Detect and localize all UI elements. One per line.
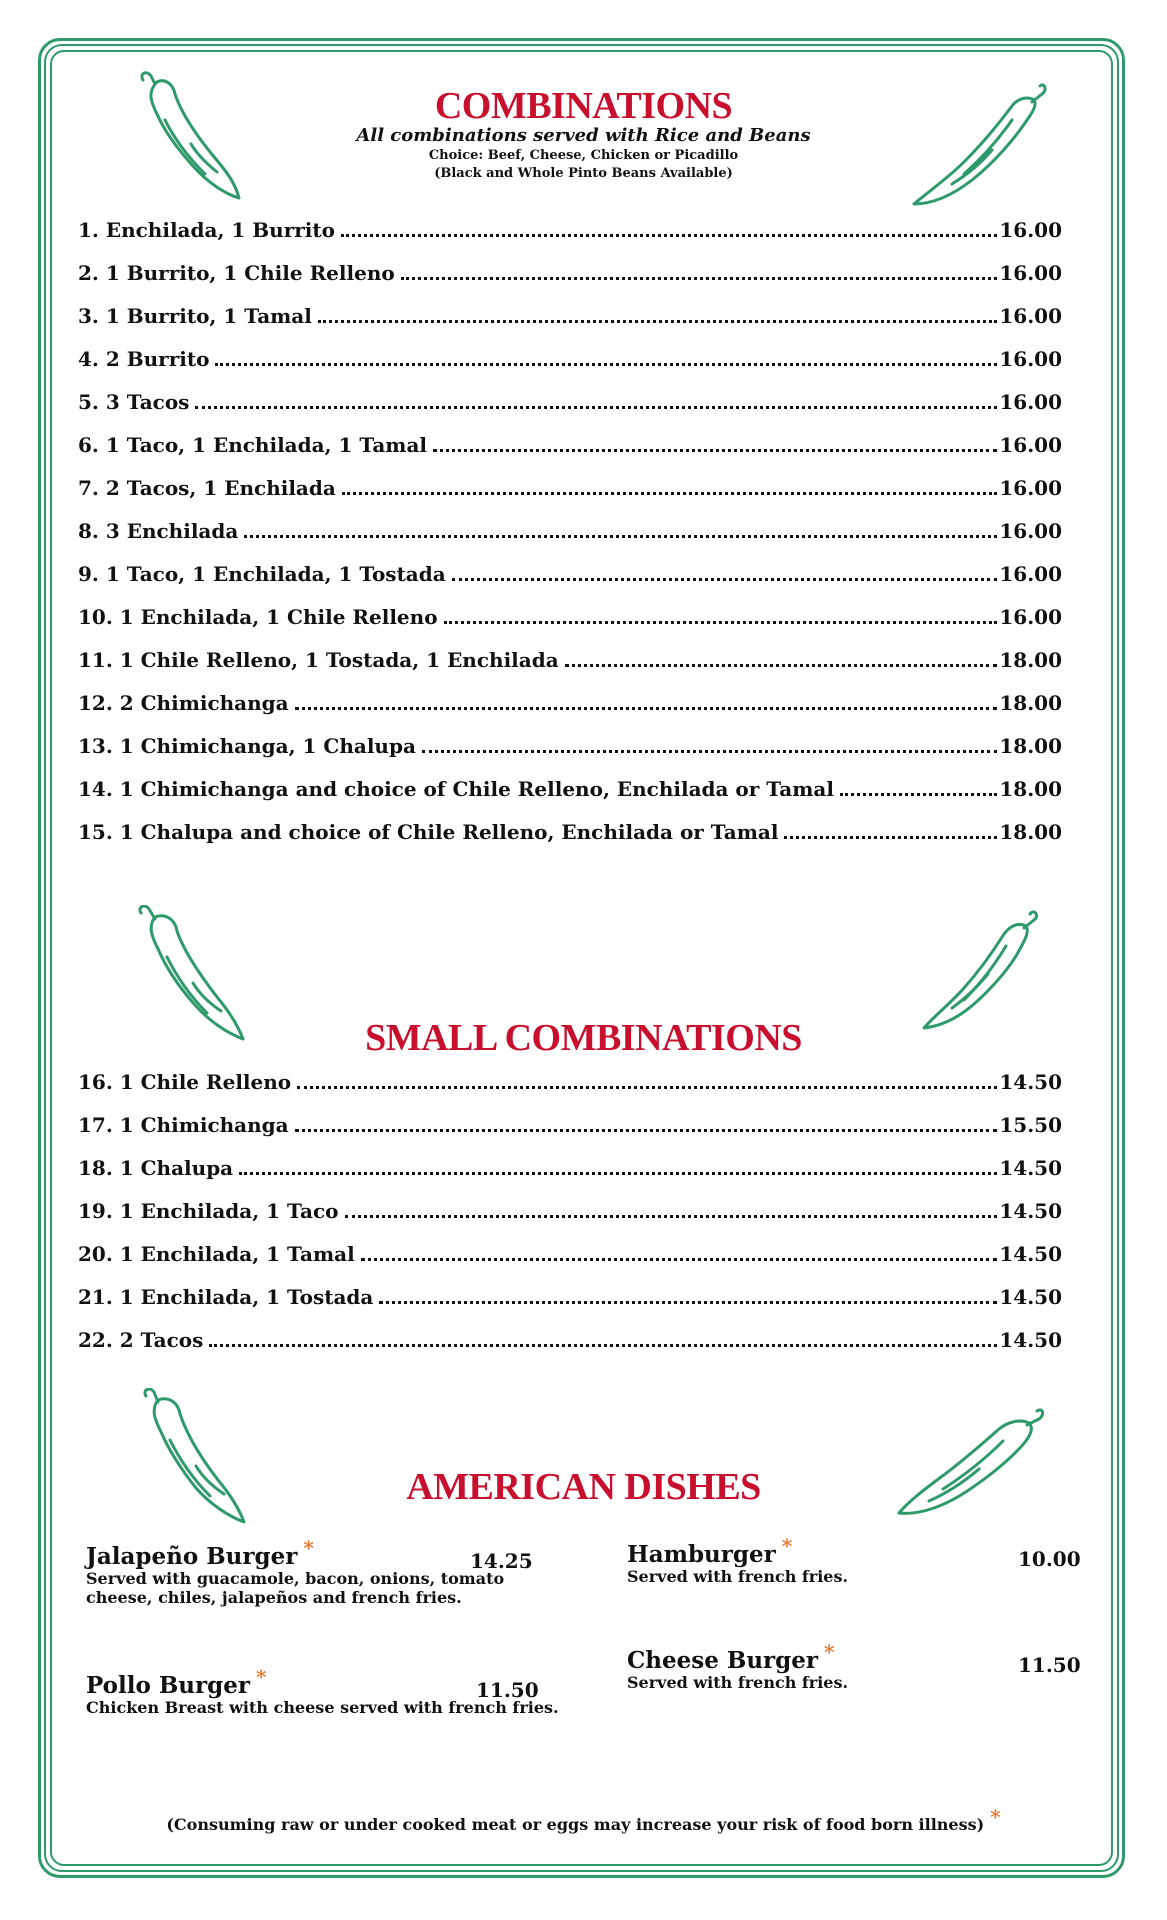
menu-item	[78, 1199, 1062, 1242]
menu-item	[78, 777, 1062, 820]
combinations-list	[78, 218, 1062, 863]
menu-item	[78, 648, 1062, 691]
small-combinations-list	[78, 1070, 1062, 1371]
menu-item	[78, 562, 1062, 605]
item-name: 21. 1 Enchilada, 1 Tostada	[78, 1285, 374, 1309]
combinations-title: COMBINATIONS	[434, 85, 733, 127]
item-price: 16.00	[999, 304, 1062, 328]
item-price: 14.50	[999, 1285, 1062, 1309]
item-price: 18.00	[999, 691, 1062, 715]
dish-price: 11.50	[1018, 1653, 1081, 1677]
menu-item	[78, 390, 1062, 433]
menu-item	[78, 476, 1062, 519]
dish-description: Served with guacamole, bacon, onions, tomato	[86, 1569, 505, 1588]
menu-item	[78, 820, 1062, 863]
item-price: 18.00	[999, 820, 1062, 844]
item-name: 12. 2 Chimichanga	[78, 691, 289, 715]
menu-item	[78, 1285, 1062, 1328]
dot-leader	[840, 793, 997, 796]
dot-leader	[379, 1301, 997, 1304]
item-name: 16. 1 Chile Relleno	[78, 1070, 292, 1094]
item-name: 9. 1 Taco, 1 Enchilada, 1 Tostada	[78, 562, 446, 586]
item-name: 14. 1 Chimichanga and choice of Chile Relleno, Enchilada or Tamal	[78, 777, 834, 801]
dot-leader	[195, 406, 997, 409]
item-price: 14.50	[999, 1070, 1062, 1094]
disclaimer-text: (Consuming raw or under cooked meat or eggs may increase your risk of food born illness)	[166, 1815, 985, 1834]
food-safety-disclaimer	[0, 1804, 1167, 1834]
dot-leader	[297, 1086, 997, 1089]
item-name: 7. 2 Tacos, 1 Enchilada	[78, 476, 336, 500]
dish-price: 14.25	[470, 1549, 533, 1573]
cheese-burger	[627, 1640, 927, 1693]
dot-leader	[215, 363, 997, 366]
dot-leader	[244, 535, 997, 538]
small-combinations-title: SMALL COMBINATIONS	[365, 1017, 802, 1059]
dot-leader	[422, 750, 997, 753]
hamburger	[627, 1534, 927, 1587]
menu-item	[78, 433, 1062, 476]
dot-leader	[341, 234, 997, 237]
item-name: 13. 1 Chimichanga, 1 Chalupa	[78, 734, 416, 758]
item-name: 11. 1 Chile Relleno, 1 Tostada, 1 Enchilada	[78, 648, 559, 672]
choice-note: Choice: Beef, Cheese, Chicken or Picadillo	[428, 148, 739, 163]
dish-description: Served with french fries.	[627, 1673, 849, 1692]
item-price: 16.00	[999, 218, 1062, 242]
menu-item	[78, 218, 1062, 261]
asterisk-mark: *	[255, 1665, 267, 1690]
item-price: 16.00	[999, 605, 1062, 629]
item-price: 16.00	[999, 433, 1062, 457]
item-price: 18.00	[999, 734, 1062, 758]
menu-item	[78, 691, 1062, 734]
dot-leader	[444, 621, 998, 624]
item-name: 20. 1 Enchilada, 1 Tamal	[78, 1242, 355, 1266]
dish-description: Served with french fries.	[627, 1567, 849, 1586]
asterisk-mark: *	[781, 1534, 793, 1559]
dot-leader	[318, 320, 997, 323]
menu-item	[78, 1242, 1062, 1285]
dot-leader	[565, 664, 998, 667]
dot-leader	[209, 1344, 997, 1347]
item-price: 14.50	[999, 1242, 1062, 1266]
item-price: 15.50	[999, 1113, 1062, 1137]
dish-name: Hamburger	[627, 1541, 776, 1568]
dish-name: Pollo Burger	[86, 1672, 250, 1699]
item-price: 16.00	[999, 562, 1062, 586]
dot-leader	[239, 1172, 997, 1175]
dish-description: cheese, chiles, jalapeños and french fries.	[86, 1588, 462, 1607]
item-name: 2. 1 Burrito, 1 Chile Relleno	[78, 261, 395, 285]
combinations-subtitle: All combinations served with Rice and Beans	[356, 125, 811, 146]
menu-item	[78, 347, 1062, 390]
item-price: 16.00	[999, 390, 1062, 414]
item-name: 15. 1 Chalupa and choice of Chile Relleno, Enchilada or Tamal	[78, 820, 779, 844]
dot-leader	[784, 836, 997, 839]
item-price: 14.50	[999, 1156, 1062, 1180]
item-name: 6. 1 Taco, 1 Enchilada, 1 Tamal	[78, 433, 428, 457]
dish-price: 10.00	[1018, 1547, 1081, 1571]
item-name: 4. 2 Burrito	[78, 347, 210, 371]
menu-item	[78, 519, 1062, 562]
dot-leader	[433, 449, 997, 452]
item-price: 16.00	[999, 476, 1062, 500]
item-name: 10. 1 Enchilada, 1 Chile Relleno	[78, 605, 438, 629]
dish-price: 11.50	[476, 1678, 539, 1702]
dot-leader	[345, 1215, 998, 1218]
item-price: 16.00	[999, 519, 1062, 543]
dish-name: Jalapeño Burger	[86, 1543, 298, 1570]
item-price: 18.00	[999, 777, 1062, 801]
menu-item	[78, 1328, 1062, 1371]
item-name: 19. 1 Enchilada, 1 Taco	[78, 1199, 339, 1223]
dot-leader	[452, 578, 998, 581]
item-name: 8. 3 Enchilada	[78, 519, 239, 543]
menu-item	[78, 1113, 1062, 1156]
menu-item	[78, 734, 1062, 777]
chile-pepper-icon	[918, 908, 1038, 1033]
beans-note: (Black and Whole Pinto Beans Available)	[434, 166, 733, 181]
dot-leader	[401, 277, 998, 280]
menu-item	[78, 1156, 1062, 1199]
item-price: 18.00	[999, 648, 1062, 672]
item-price: 14.50	[999, 1199, 1062, 1223]
item-name: 18. 1 Chalupa	[78, 1156, 234, 1180]
asterisk-mark: *	[990, 1804, 1001, 1829]
item-name: 22. 2 Tacos	[78, 1328, 204, 1352]
dish-description: Chicken Breast with cheese served with french fries.	[86, 1698, 559, 1717]
menu-item	[78, 1070, 1062, 1113]
dot-leader	[295, 707, 998, 710]
item-price: 14.50	[999, 1328, 1062, 1352]
item-price: 16.00	[999, 261, 1062, 285]
dish-name: Cheese Burger	[627, 1647, 818, 1674]
item-price: 16.00	[999, 347, 1062, 371]
menu-item	[78, 605, 1062, 648]
dot-leader	[342, 492, 998, 495]
item-name: 3. 1 Burrito, 1 Tamal	[78, 304, 312, 328]
item-name: 5. 3 Tacos	[78, 390, 190, 414]
asterisk-mark: *	[303, 1536, 314, 1561]
item-name: 1. Enchilada, 1 Burrito	[78, 218, 335, 242]
asterisk-mark: *	[824, 1640, 835, 1665]
dot-leader	[361, 1258, 998, 1261]
american-dishes-title: AMERICAN DISHES	[406, 1466, 761, 1508]
dot-leader	[295, 1129, 998, 1132]
item-name: 17. 1 Chimichanga	[78, 1113, 289, 1137]
menu-item	[78, 261, 1062, 304]
menu-item	[78, 304, 1062, 347]
